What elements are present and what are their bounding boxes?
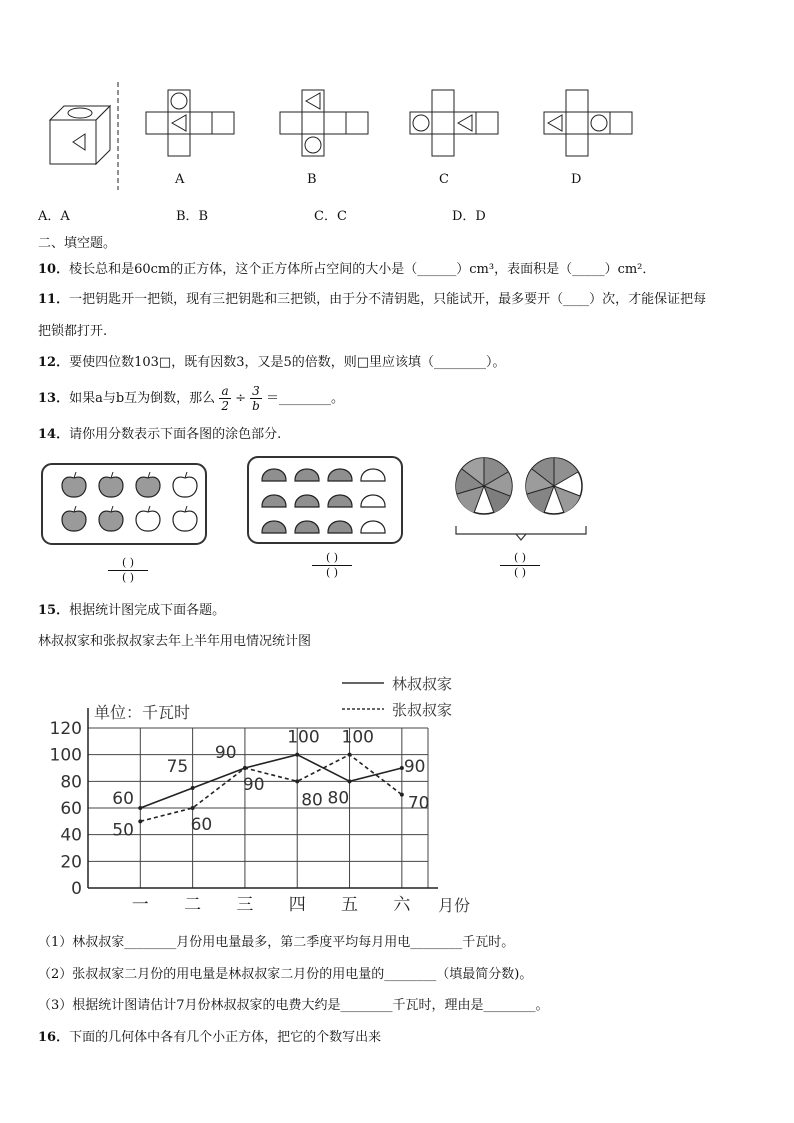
data-point [138,819,142,823]
question-15-sub1: （1）林叔叔家________月份用电量最多，第二季度平均每月用电________千瓦时。 [38,935,515,950]
data-label: 100 [341,727,374,748]
question-text: 下面的几何体中各有几个小正方体，把它的个数写出来 [69,1030,382,1045]
question-12 [38,355,506,371]
cube-net-figure [40,78,660,198]
question-text: 请你用分数表示下面各图的涂色部分. [69,427,282,442]
y-tick-label: 100 [49,745,82,766]
fraction-3-over-b: $\frac{3}{b}$ [252,384,260,413]
data-point [243,766,247,770]
question-text: 如果a与b互为倒数，那么 [69,391,216,406]
question-text: 棱长总和是60cm的正方体，这个正方体所占空间的大小是（______）cm³，表面积是（_____）cm²． [69,262,656,277]
net-d [544,90,632,156]
data-point [400,793,404,797]
net-a [146,90,234,156]
question-text: 根据统计图完成下面各题。 [69,603,226,618]
question-15 [38,603,225,619]
data-label: 100 [287,727,320,748]
chart-labels [112,728,429,841]
x-tick-label: 三 [236,895,254,915]
x-axis-label: 月份 [438,896,471,915]
data-point [295,753,299,757]
data-label: 60 [190,815,213,835]
legend-series-1: 林叔叔家 [392,675,453,693]
data-label: 60 [112,789,134,809]
data-label: 70 [407,793,430,814]
y-tick-label: 60 [60,799,82,819]
question-number: 11． [38,292,70,307]
x-tick-label: 六 [393,895,411,915]
right-circle [526,458,582,514]
electricity-line-chart [36,668,486,918]
divide-sign: ÷ [235,391,246,406]
unit-label: 单位：千瓦时 [94,703,191,722]
data-point [191,806,195,810]
net-b [280,90,368,156]
data-label: 80 [301,790,323,811]
question-11 [38,292,706,308]
data-label: 90 [242,775,265,795]
chart-legend [342,675,452,719]
question-10 [38,262,655,278]
left-circle [456,458,512,514]
question-number: 12． [38,355,70,370]
peaches-figure [246,455,406,547]
y-tick-label: 0 [71,879,82,899]
question-number: 15． [38,603,70,618]
x-tick-label: 二 [184,895,202,915]
net-c [410,90,498,156]
answer-fraction-2[interactable]: ( ) ( ) [312,551,352,580]
question-text: 要使四位数103□，既有因数3，又是5的倍数，则□里应该填（________）。 [69,355,506,370]
net-label-a: A [175,172,185,187]
section-title: 二、填空题。 [38,236,117,251]
data-label: 75 [166,757,189,777]
net-label-c: C [439,172,449,187]
answer-fraction-3[interactable]: ( ) ( ) [500,551,540,580]
data-label: 80 [327,788,350,809]
option-c[interactable]: C．C [314,209,347,224]
question-number: 13． [38,391,70,406]
y-tick-label: 80 [60,772,82,793]
data-point [348,753,352,757]
question-text: 一把钥匙开一把锁，现有三把钥匙和三把锁，由于分不清钥匙，只能试开，最多要开（____）次，才能保证把每 [69,292,707,307]
cube-drawing [50,106,110,164]
question-16 [38,1030,381,1046]
question-15-sub2: （2）张叔叔家二月份的用电量是林叔叔家二月份的用电量的________（填最简分数)。 [38,967,533,982]
net-label-d: D [571,172,582,187]
data-label: 90 [214,743,237,763]
question-number: 16． [38,1030,70,1045]
x-tick-label: 四 [288,895,306,915]
option-b[interactable]: B．B [176,209,209,224]
data-point [348,779,352,783]
question-number: 14． [38,427,70,442]
question-13 [38,384,344,418]
data-label: 90 [403,757,426,777]
question-number: 10． [38,262,70,277]
circles-figure [450,456,590,556]
data-label: 50 [112,820,134,841]
answer-blank: ＝________。 [265,391,344,406]
chart-title: 林叔叔家和张叔叔家去年上半年用电情况统计图 [38,634,312,649]
answer-fraction-1[interactable]: ( ) ( ) [108,556,148,585]
apples-figure [40,460,210,550]
data-point [191,786,195,790]
question-14 [38,427,281,443]
option-d[interactable]: D．D [452,209,486,224]
y-tick-label: 120 [49,719,82,739]
option-a[interactable]: A．A [38,209,70,224]
fraction-a-over-2: $\frac{a}{2}$ [221,384,229,413]
question-15-sub3: （3）根据统计图请估计7月份林叔叔家的电费大约是________千瓦时，理由是________。 [38,998,549,1013]
x-tick-label: 一 [131,895,149,915]
data-point [138,806,142,810]
y-tick-label: 40 [60,825,82,846]
legend-series-2: 张叔叔家 [392,701,453,719]
net-label-b: B [307,172,317,187]
y-tick-label: 20 [60,852,82,873]
data-point [295,779,299,783]
question-11-line2: 把锁都打开. [38,324,108,339]
x-tick-label: 五 [341,895,359,915]
